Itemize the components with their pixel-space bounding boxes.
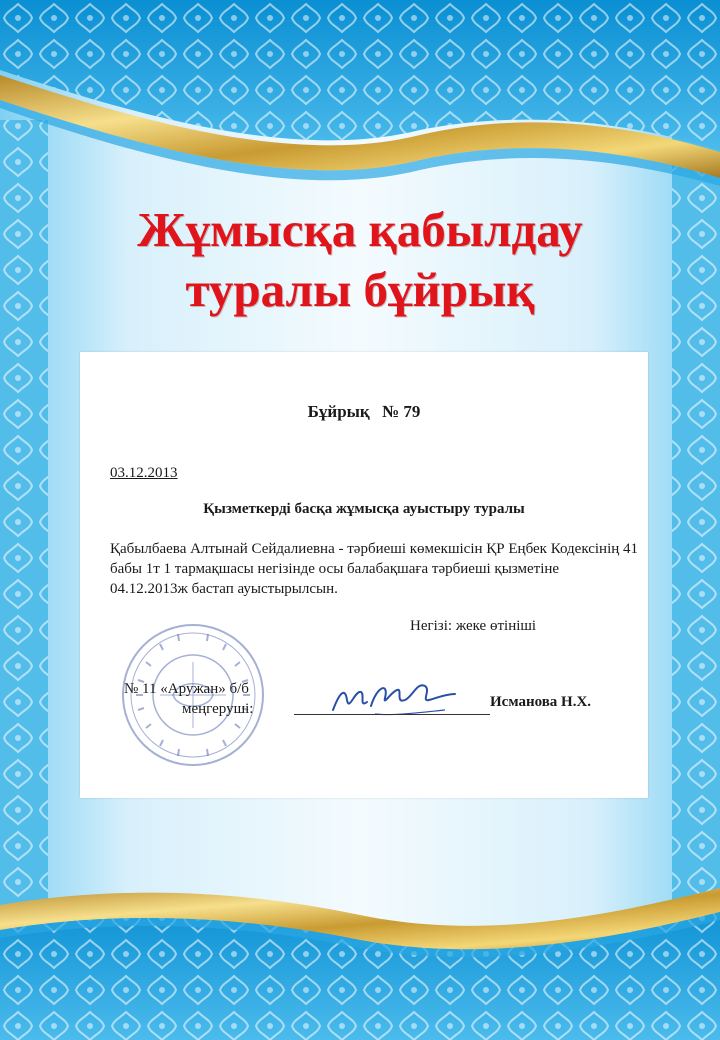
order-body: Қабылбаева Алтынай Сейдалиевна - тәрбиеші көмекшісін ҚР Еңбек Кодексінің 41 бабы 1т 1 тармақшасы негізінде осы балабақшаға тәрбиеші қызметіне 04.12.2013ж бастап ауыстырылсын.: [110, 541, 639, 597]
order-basis: Негізі: жеке өтініші: [410, 618, 537, 634]
organization-name: № 11 «Аружан» б/б: [124, 681, 249, 697]
signer-name: Исманова Н.Х.: [490, 694, 592, 710]
signature-line: [294, 714, 490, 715]
page-title-line-2: туралы бұйрық: [185, 262, 535, 317]
page-title-line-1: Жұмысқа қабылдау: [137, 202, 583, 257]
order-subject: Қызметкерді басқа жұмысқа ауыстыру туралы: [203, 501, 525, 517]
order-document: [80, 352, 648, 798]
order-date: 03.12.2013: [110, 465, 178, 481]
order-heading: [80, 402, 648, 422]
order-number: № 79: [381, 402, 421, 421]
head-position: меңгеруші:: [182, 701, 254, 717]
order-label: Бұйрық: [307, 402, 370, 421]
